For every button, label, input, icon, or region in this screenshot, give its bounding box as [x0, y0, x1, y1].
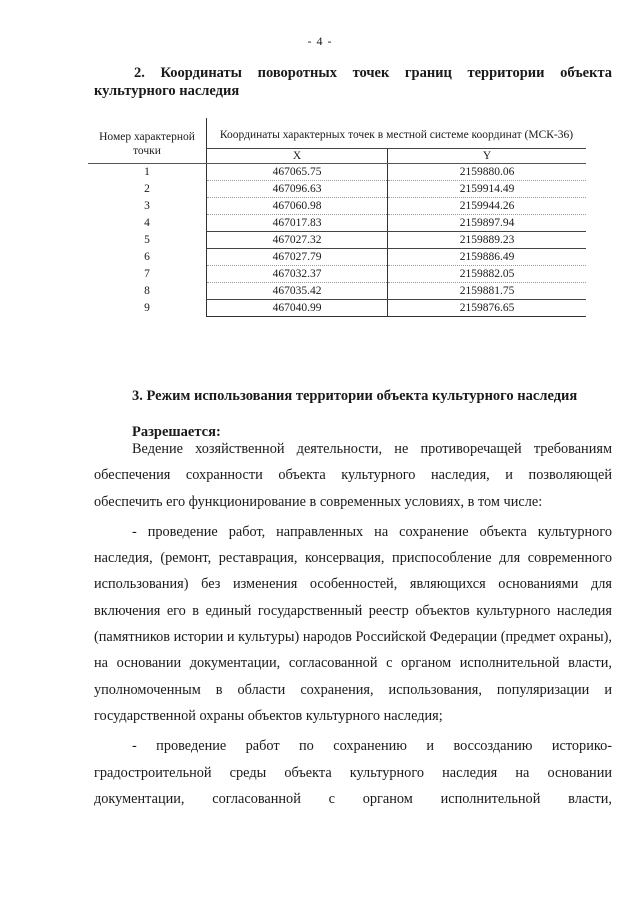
table-row: [88, 300, 586, 317]
point-number: 8: [88, 283, 207, 300]
paragraph-activity: Ведение хозяйственной деятельности, не противоречащей требованиям обеспечения сохранности объекта культурного наследия, и позволяющей обеспечить его функционирование в современных условиях, в том числе:: [94, 441, 612, 510]
coordinates-table: [88, 118, 586, 317]
table-row: [88, 266, 586, 283]
table-row: [88, 164, 586, 181]
coord-y: 2159914.49: [388, 181, 587, 198]
paragraph-preservation-works: - проведение работ, направленных на сохранение объекта культурного наследия, (ремонт, реставрация, консервация, приспособление для современного использования) без изменения особенностей, являющихся основаниями для включения его в единый государственный реестр объектов культурного наследия (памятников истории и культуры) народов Российской Федерации (предмет охраны), на основании документации, согласованной с органом исполнительной власти, уполномоченным в области сохранения, использования, популяризации и государственной охраны объектов культурного наследия;: [94, 523, 612, 724]
header-x: X: [207, 149, 388, 164]
coord-x: 467096.63: [207, 181, 388, 198]
coord-y: 2159881.75: [388, 283, 587, 300]
section-2-number: 2.: [134, 65, 145, 81]
coord-x: 467040.99: [207, 300, 388, 317]
point-number: 3: [88, 198, 207, 215]
table-row: [88, 283, 586, 300]
coord-x: 467035.42: [207, 283, 388, 300]
header-y: Y: [388, 149, 587, 164]
point-number: 9: [88, 300, 207, 317]
section-3-heading: 3. Режим использования территории объекта культурного наследия: [132, 388, 578, 404]
coord-y: 2159886.49: [388, 249, 587, 266]
coord-y: 2159897.94: [388, 215, 587, 232]
point-number: 4: [88, 215, 207, 232]
point-number: 6: [88, 249, 207, 266]
coord-y: 2159889.23: [388, 232, 587, 249]
header-point-number: Номер характерной точки: [88, 118, 207, 164]
coord-x: 467027.79: [207, 249, 388, 266]
section-3-body: [94, 436, 612, 812]
table-row: [88, 215, 586, 232]
coord-y: 2159876.65: [388, 300, 587, 317]
point-number: 2: [88, 181, 207, 198]
coord-y: 2159944.26: [388, 198, 587, 215]
point-number: 7: [88, 266, 207, 283]
allowed-label: Разрешается:: [132, 424, 221, 440]
coord-y: 2159882.05: [388, 266, 587, 283]
point-number: 5: [88, 232, 207, 249]
section-2-heading: [94, 64, 612, 100]
table-row: [88, 232, 586, 249]
section-2-title: Координаты поворотных точек границ территории объекта культурного наследия: [94, 65, 612, 99]
table-row: [88, 249, 586, 266]
paragraph-environment-works: - проведение работ по сохранению и воссозданию историко-градостроительной среды объекта культурного наследия на основании документации, согласованной с органом исполнительной власти,: [94, 738, 612, 807]
coord-x: 467032.37: [207, 266, 388, 283]
page-number: - 4 -: [307, 34, 333, 48]
coord-y: 2159880.06: [388, 164, 587, 181]
coord-x: 467017.83: [207, 215, 388, 232]
coord-x: 467027.32: [207, 232, 388, 249]
table-row: [88, 198, 586, 215]
coord-x: 467060.98: [207, 198, 388, 215]
header-coordinates: Координаты характерных точек в местной системе координат (МСК-36): [207, 118, 587, 149]
coord-x: 467065.75: [207, 164, 388, 181]
table-row: [88, 181, 586, 198]
point-number: 1: [88, 164, 207, 181]
